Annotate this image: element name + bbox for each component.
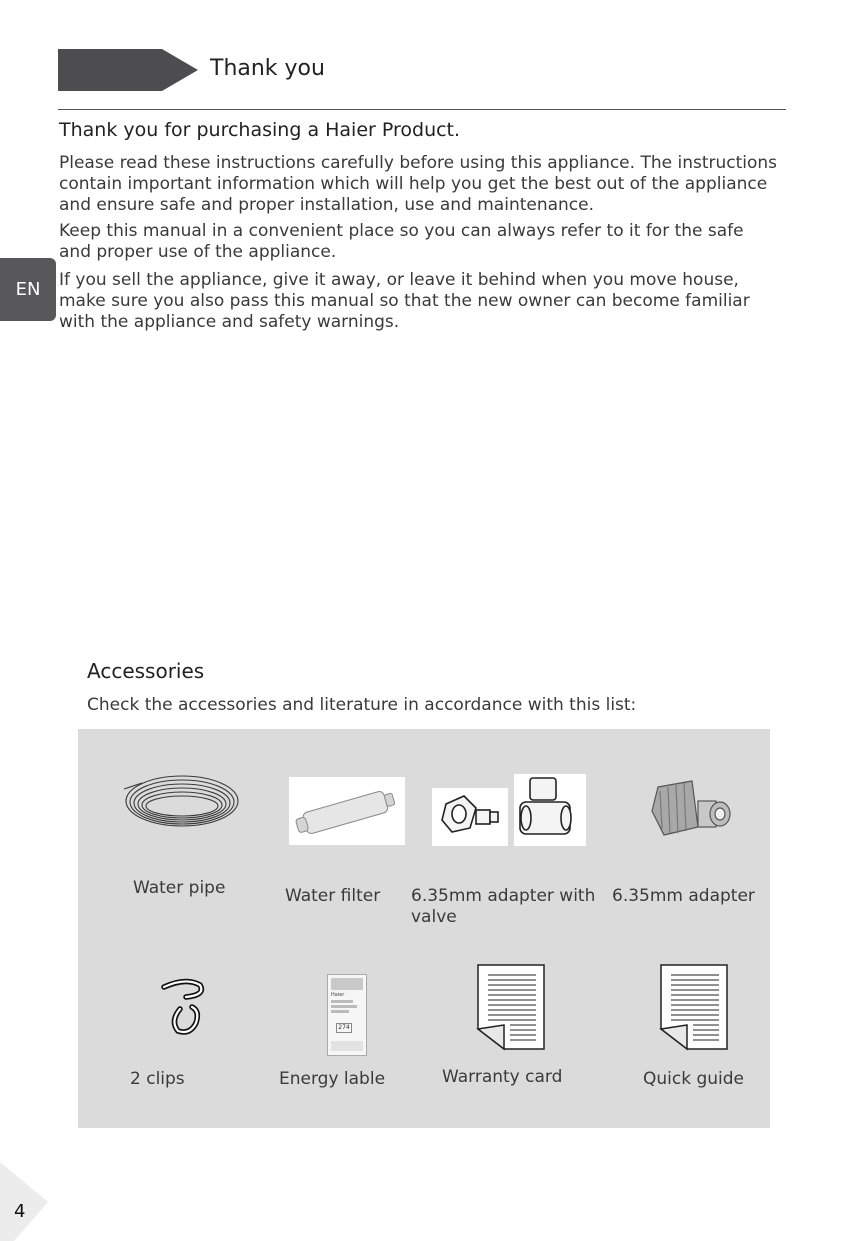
header-arrow-banner xyxy=(58,49,198,91)
intro-paragraph-1: Please read these instructions carefully before using this appliance. The instructions contain important information which will help you get the best out of the appliance and ensure safe and proper installation, use and maintenance. xyxy=(59,153,778,215)
water-filter-icon xyxy=(289,777,405,845)
header-divider xyxy=(58,109,786,110)
water-pipe-icon xyxy=(122,771,240,833)
accessory-label-quick-guide: Quick guide xyxy=(643,1069,745,1089)
language-tab: EN xyxy=(0,258,56,321)
intro-paragraph-3: If you sell the appliance, give it away, or leave it behind when you move house, make sure you also pass this manual so that the new owner can become familiar with the appliance and safety warnings. xyxy=(59,270,750,332)
section-title: Thank you xyxy=(210,56,325,81)
accessories-intro: Check the accessories and literature in accordance with this list: xyxy=(87,695,637,715)
accessory-label-adapter: 6.35mm adapter xyxy=(612,886,755,906)
accessory-label-energy-label: Energy lable xyxy=(279,1069,386,1089)
accessory-label-warranty-card: Warranty card xyxy=(442,1067,563,1087)
adapter-with-valve-icon xyxy=(432,774,588,848)
clips-icon xyxy=(156,977,212,1037)
intro-paragraph-2: Keep this manual in a convenient place so you can always refer to it for the safe and proper use of the appliance. xyxy=(59,221,744,262)
intro-heading: Thank you for purchasing a Haier Product. xyxy=(59,119,461,141)
adapter-icon xyxy=(648,777,738,845)
page-corner-tab xyxy=(0,1162,60,1241)
energy-label-icon xyxy=(327,974,367,1056)
accessories-panel xyxy=(78,729,770,1128)
quick-guide-icon xyxy=(659,963,729,1051)
accessories-title: Accessories xyxy=(87,659,205,683)
accessory-label-water-pipe: Water pipe xyxy=(133,878,226,898)
accessory-label-water-filter: Water filter xyxy=(285,886,381,906)
accessory-label-clips: 2 clips xyxy=(130,1069,185,1089)
energy-label-value: 274 xyxy=(336,1023,352,1033)
page-number: 4 xyxy=(14,1201,26,1222)
accessory-label-adapter-with-valve: 6.35mm adapter with valve xyxy=(411,886,596,927)
energy-label-brand: Haier xyxy=(331,992,345,998)
warranty-card-icon xyxy=(476,963,546,1051)
